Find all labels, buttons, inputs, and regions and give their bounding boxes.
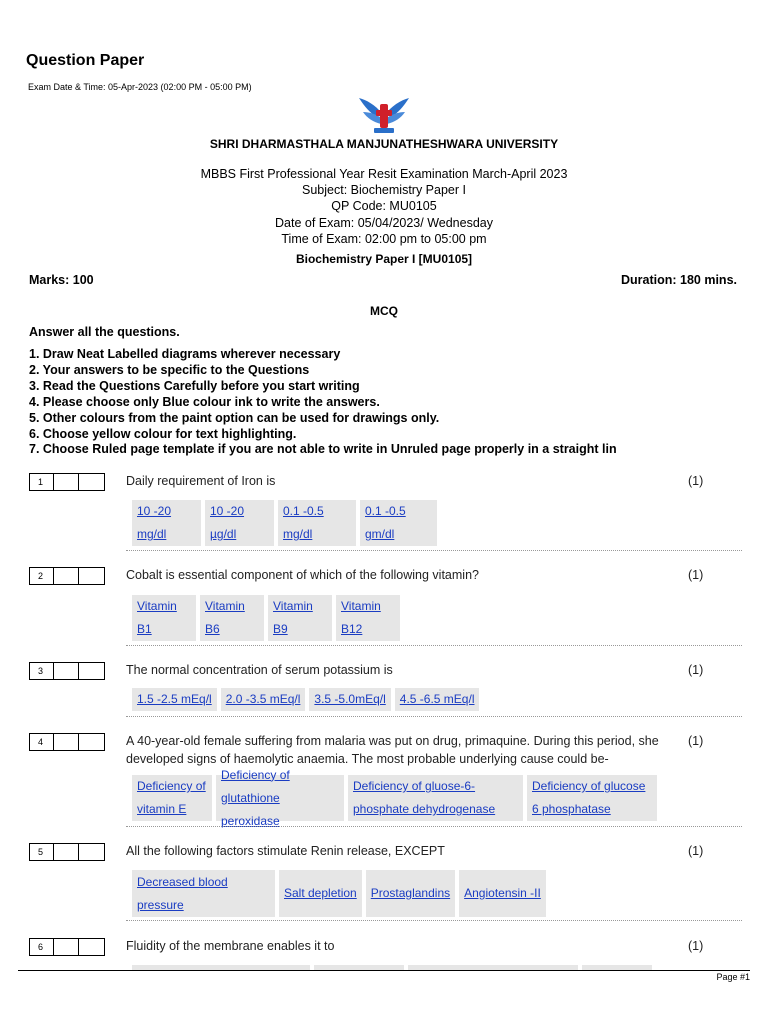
question-text: Daily requirement of Iron is xyxy=(126,474,276,488)
question-marks: (1) xyxy=(688,734,704,748)
option-c[interactable]: Prostaglandins xyxy=(366,870,455,917)
option-c[interactable]: 0.1 -0.5 mg/dl xyxy=(278,500,356,546)
option-a[interactable]: Decreased blood pressure xyxy=(132,870,275,917)
university-logo xyxy=(357,96,411,136)
question-marks: (1) xyxy=(688,844,704,858)
question-number: 5 xyxy=(30,844,54,860)
option-c[interactable]: Vitamin B9 xyxy=(268,595,332,641)
options xyxy=(132,870,546,917)
option-a[interactable]: 1.5 -2.5 mEq/l xyxy=(132,688,217,711)
paper-name: Biochemistry Paper I [MU0105] xyxy=(295,252,473,266)
instruction-item: 3. Read the Questions Carefully before you start writing xyxy=(29,378,360,393)
option-d[interactable]: Vitamin B12 xyxy=(336,595,400,641)
option-d[interactable]: Deficiency of glucose 6 phosphatase xyxy=(527,775,657,821)
question-text: The normal concentration of serum potassium is xyxy=(126,663,393,677)
option-c[interactable]: Deficiency of gluose-6-phosphate dehydrogenase xyxy=(348,775,523,821)
options xyxy=(132,500,437,546)
exam-header xyxy=(0,166,768,247)
option-d[interactable]: 4.5 -6.5 mEq/l xyxy=(395,688,480,711)
university-name: SHRI DHARMASTHALA MANJUNATHESHWARA UNIVERSITY xyxy=(209,137,559,151)
question-separator xyxy=(126,716,742,717)
question-text: Cobalt is essential component of which of the following vitamin? xyxy=(126,568,479,582)
exam-header-line: Subject: Biochemistry Paper I xyxy=(302,183,466,198)
instruction-item: 2. Your answers to be specific to the Questions xyxy=(29,362,310,377)
exam-header-line: Time of Exam: 02:00 pm to 05:00 pm xyxy=(281,231,487,246)
question-separator xyxy=(126,645,742,646)
total-marks: Marks: 100 xyxy=(29,273,94,287)
question-marks: (1) xyxy=(688,939,704,953)
question-number: 6 xyxy=(30,939,54,955)
question-number: 1 xyxy=(30,474,54,490)
question-marks: (1) xyxy=(688,568,704,582)
instruction-item: 1. Draw Neat Labelled diagrams wherever necessary xyxy=(29,347,341,361)
question-number-box xyxy=(29,567,105,585)
option-c[interactable]: 3.5 -5.0mEq/l xyxy=(309,688,390,711)
question-separator xyxy=(126,826,742,827)
question-number-box xyxy=(29,662,105,680)
instruction-item: 6. Choose yellow colour for text highlighting. xyxy=(29,426,297,441)
exam-header-line: QP Code: MU0105 xyxy=(331,199,437,214)
answer-all-note: Answer all the questions. xyxy=(29,325,180,339)
instruction-item: 7. Choose Ruled page template if you are not able to write in Unruled page properly in a straight lin xyxy=(29,442,617,457)
question-separator xyxy=(126,920,742,921)
option-b[interactable]: 10 -20 µg/dl xyxy=(205,500,274,546)
footer-divider xyxy=(18,970,750,971)
instruction-item: 4. Please choose only Blue colour ink to write the answers. xyxy=(29,394,380,409)
question-number: 2 xyxy=(30,568,54,584)
question-text: All the following factors stimulate Renin release, EXCEPT xyxy=(126,844,445,858)
option-b[interactable]: Deficiency of glutathione peroxidase xyxy=(216,775,344,821)
options xyxy=(132,595,400,641)
question-marks: (1) xyxy=(688,474,704,488)
exam-header-line: MBBS First Professional Year Resit Examination March-April 2023 xyxy=(200,167,568,181)
option-b[interactable]: 2.0 -3.5 mEq/l xyxy=(221,688,306,711)
instruction-item: 5. Other colours from the paint option can be used for drawings only. xyxy=(29,410,440,425)
instructions-list xyxy=(29,347,617,458)
options xyxy=(132,688,479,711)
option-b[interactable]: Salt depletion xyxy=(279,870,362,917)
question-number-box xyxy=(29,473,105,491)
option-a[interactable]: Deficiency of vitamin E xyxy=(132,775,212,821)
options xyxy=(132,767,657,828)
question-number-box xyxy=(29,843,105,861)
option-d[interactable]: Angiotensin -II xyxy=(459,870,546,917)
duration: Duration: 180 mins. xyxy=(621,273,737,287)
option-a[interactable]: Vitamin B1 xyxy=(132,595,196,641)
section-title: MCQ xyxy=(370,304,398,318)
page-number: Page #1 xyxy=(716,972,750,982)
page-title: Question Paper xyxy=(26,52,145,69)
question-separator xyxy=(126,550,742,551)
question-number-box xyxy=(29,938,105,956)
exam-datetime: Exam Date & Time: 05-Apr-2023 (02:00 PM - 05:00 PM) xyxy=(28,82,252,92)
question-number: 3 xyxy=(30,663,54,679)
option-d[interactable]: 0.1 -0.5 gm/dl xyxy=(360,500,437,546)
exam-header-line: Date of Exam: 05/04/2023/ Wednesday xyxy=(275,215,493,230)
question-text: Fluidity of the membrane enables it to xyxy=(126,939,335,953)
option-b[interactable]: Vitamin B6 xyxy=(200,595,264,641)
question-text: A 40-year-old female suffering from malaria was put on drug, primaquine. During this period, she developed signs of haemolytic anaemia. The most probable underlying cause could be- xyxy=(126,734,659,766)
option-a[interactable]: 10 -20 mg/dl xyxy=(132,500,201,546)
question-marks: (1) xyxy=(688,663,704,677)
question-number-box xyxy=(29,733,105,751)
question-number: 4 xyxy=(30,734,54,750)
